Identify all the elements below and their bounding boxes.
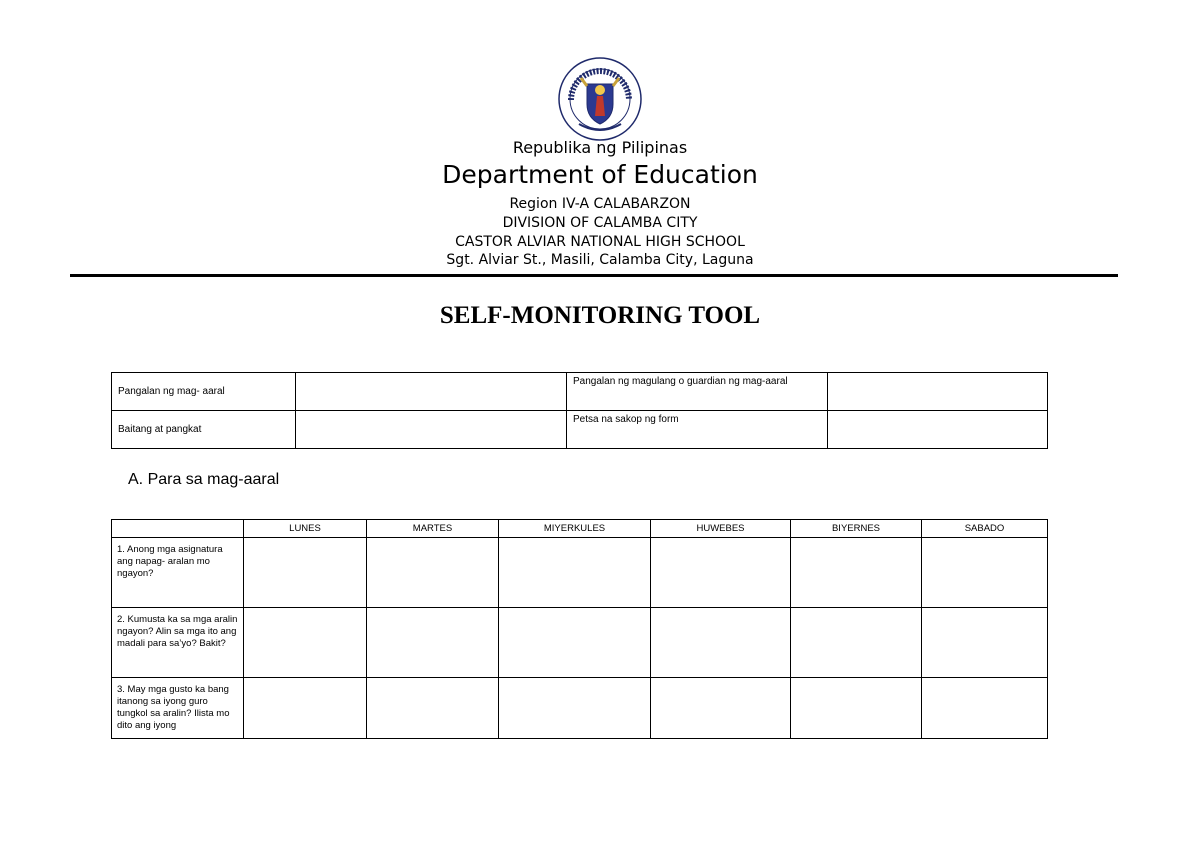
region-line: Region IV-A CALABARZON <box>509 196 691 212</box>
table-row <box>112 678 1048 739</box>
school-name: CASTOR ALVIAR NATIONAL HIGH SCHOOL <box>455 234 745 250</box>
answer-cell[interactable] <box>244 608 367 678</box>
day-header: MARTES <box>367 520 499 538</box>
day-header: SABADO <box>922 520 1048 538</box>
answer-cell[interactable] <box>922 678 1048 739</box>
header-divider <box>70 274 1118 277</box>
answer-cell[interactable] <box>922 608 1048 678</box>
answer-cell[interactable] <box>651 608 791 678</box>
answer-cell[interactable] <box>367 608 499 678</box>
school-address: Sgt. Alviar St., Masili, Calamba City, Laguna <box>446 252 754 268</box>
parent-name-label: Pangalan ng magulang o guardian ng mag-aaral <box>567 373 828 411</box>
answer-cell[interactable] <box>499 678 651 739</box>
table-row <box>112 608 1048 678</box>
day-header: LUNES <box>244 520 367 538</box>
answer-cell[interactable] <box>367 538 499 608</box>
answer-cell[interactable] <box>791 538 922 608</box>
republic-line: Republika ng Pilipinas <box>512 138 688 157</box>
student-name-field[interactable] <box>296 373 567 411</box>
answer-cell[interactable] <box>922 538 1048 608</box>
student-name-label: Pangalan ng mag- aaral <box>112 373 296 411</box>
division-line: DIVISION OF CALAMBA CITY <box>502 215 698 231</box>
table-row <box>112 538 1048 608</box>
question-cell: 2. Kumusta ka sa mga aralin ngayon? Alin sa mga ito ang madali para sa’yo? Bakit? <box>112 608 244 678</box>
corner-cell <box>112 520 244 538</box>
day-header: MIYERKULES <box>499 520 651 538</box>
grade-section-field[interactable] <box>296 411 567 449</box>
question-cell: 1. Anong mga asignatura ang napag- aralan mo ngayon? <box>112 538 244 608</box>
student-info-table <box>111 372 1048 449</box>
section-a-heading: A. Para sa mag-aaral <box>128 471 280 488</box>
answer-cell[interactable] <box>244 538 367 608</box>
answer-cell[interactable] <box>791 608 922 678</box>
deped-seal-logo <box>557 56 643 142</box>
answer-cell[interactable] <box>367 678 499 739</box>
parent-name-field[interactable] <box>828 373 1048 411</box>
answer-cell[interactable] <box>651 678 791 739</box>
answer-cell[interactable] <box>791 678 922 739</box>
grade-section-label: Baitang at pangkat <box>112 411 296 449</box>
answer-cell[interactable] <box>499 538 651 608</box>
day-header: BIYERNES <box>791 520 922 538</box>
question-cell: 3. May mga gusto ka bang itanong sa iyong guro tungkol sa aralin? Ilista mo dito ang iyong <box>112 678 244 739</box>
form-date-label: Petsa na sakop ng form <box>567 411 828 449</box>
monitoring-table <box>111 519 1048 739</box>
form-date-field[interactable] <box>828 411 1048 449</box>
answer-cell[interactable] <box>499 608 651 678</box>
day-header: HUWEBES <box>651 520 791 538</box>
page-title: SELF-MONITORING TOOL <box>439 302 761 329</box>
department-title: Department of Education <box>442 160 758 189</box>
answer-cell[interactable] <box>244 678 367 739</box>
answer-cell[interactable] <box>651 538 791 608</box>
